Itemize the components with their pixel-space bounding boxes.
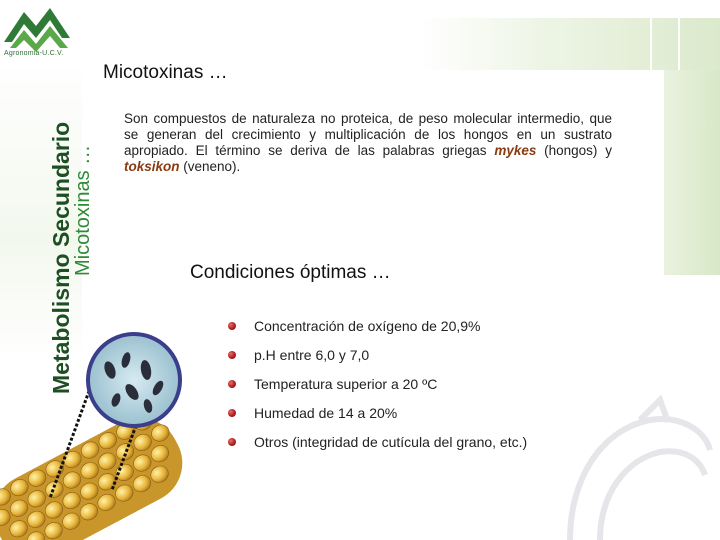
logo-caption: Agronomia-U.C.V.	[4, 50, 64, 57]
condition-text: p.H entre 6,0 y 7,0	[254, 347, 370, 363]
conditions-list	[228, 318, 527, 463]
list-item	[228, 318, 527, 347]
list-item	[228, 405, 527, 434]
conditions-title: Condiciones óptimas …	[190, 262, 391, 283]
list-item	[228, 434, 527, 463]
condition-text: Otros (integridad de cutícula del grano, etc.)	[254, 434, 528, 450]
top-decorative-band	[420, 18, 720, 70]
paragraph-text: (veneno).	[179, 159, 241, 174]
condition-text: Concentración de oxígeno de 20,9%	[254, 318, 481, 334]
vertical-subtitle: Micotoxinas …	[72, 144, 94, 276]
band-separator	[678, 18, 680, 70]
list-item	[228, 376, 527, 405]
condition-text: Humedad de 14 a 20%	[254, 405, 398, 421]
vertical-title: Metabolismo Secundario	[48, 121, 74, 394]
paragraph-text: Son compuestos de naturaleza no proteica, de peso molecular intermedio, que se generan del crecimiento y multiplicación de los hongos en un sustrato apropiado. El término se deriva de las palabras griegas	[124, 111, 612, 158]
definition-paragraph	[124, 111, 612, 175]
maize-mold-illustration-icon	[0, 330, 240, 540]
term-toksikon: toksikon	[124, 159, 180, 174]
section-title: Micotoxinas …	[103, 62, 228, 83]
condition-text: Temperatura superior a 20 ºC	[254, 376, 438, 392]
right-decorative-panel	[664, 70, 720, 275]
bullet-icon	[228, 322, 236, 330]
paragraph-text: (hongos) y	[536, 143, 612, 158]
watermark-logo-icon	[540, 390, 720, 540]
list-item	[228, 347, 527, 376]
term-mykes: mykes	[494, 143, 537, 158]
ucv-logo-icon	[2, 2, 72, 56]
band-separator	[650, 18, 652, 70]
